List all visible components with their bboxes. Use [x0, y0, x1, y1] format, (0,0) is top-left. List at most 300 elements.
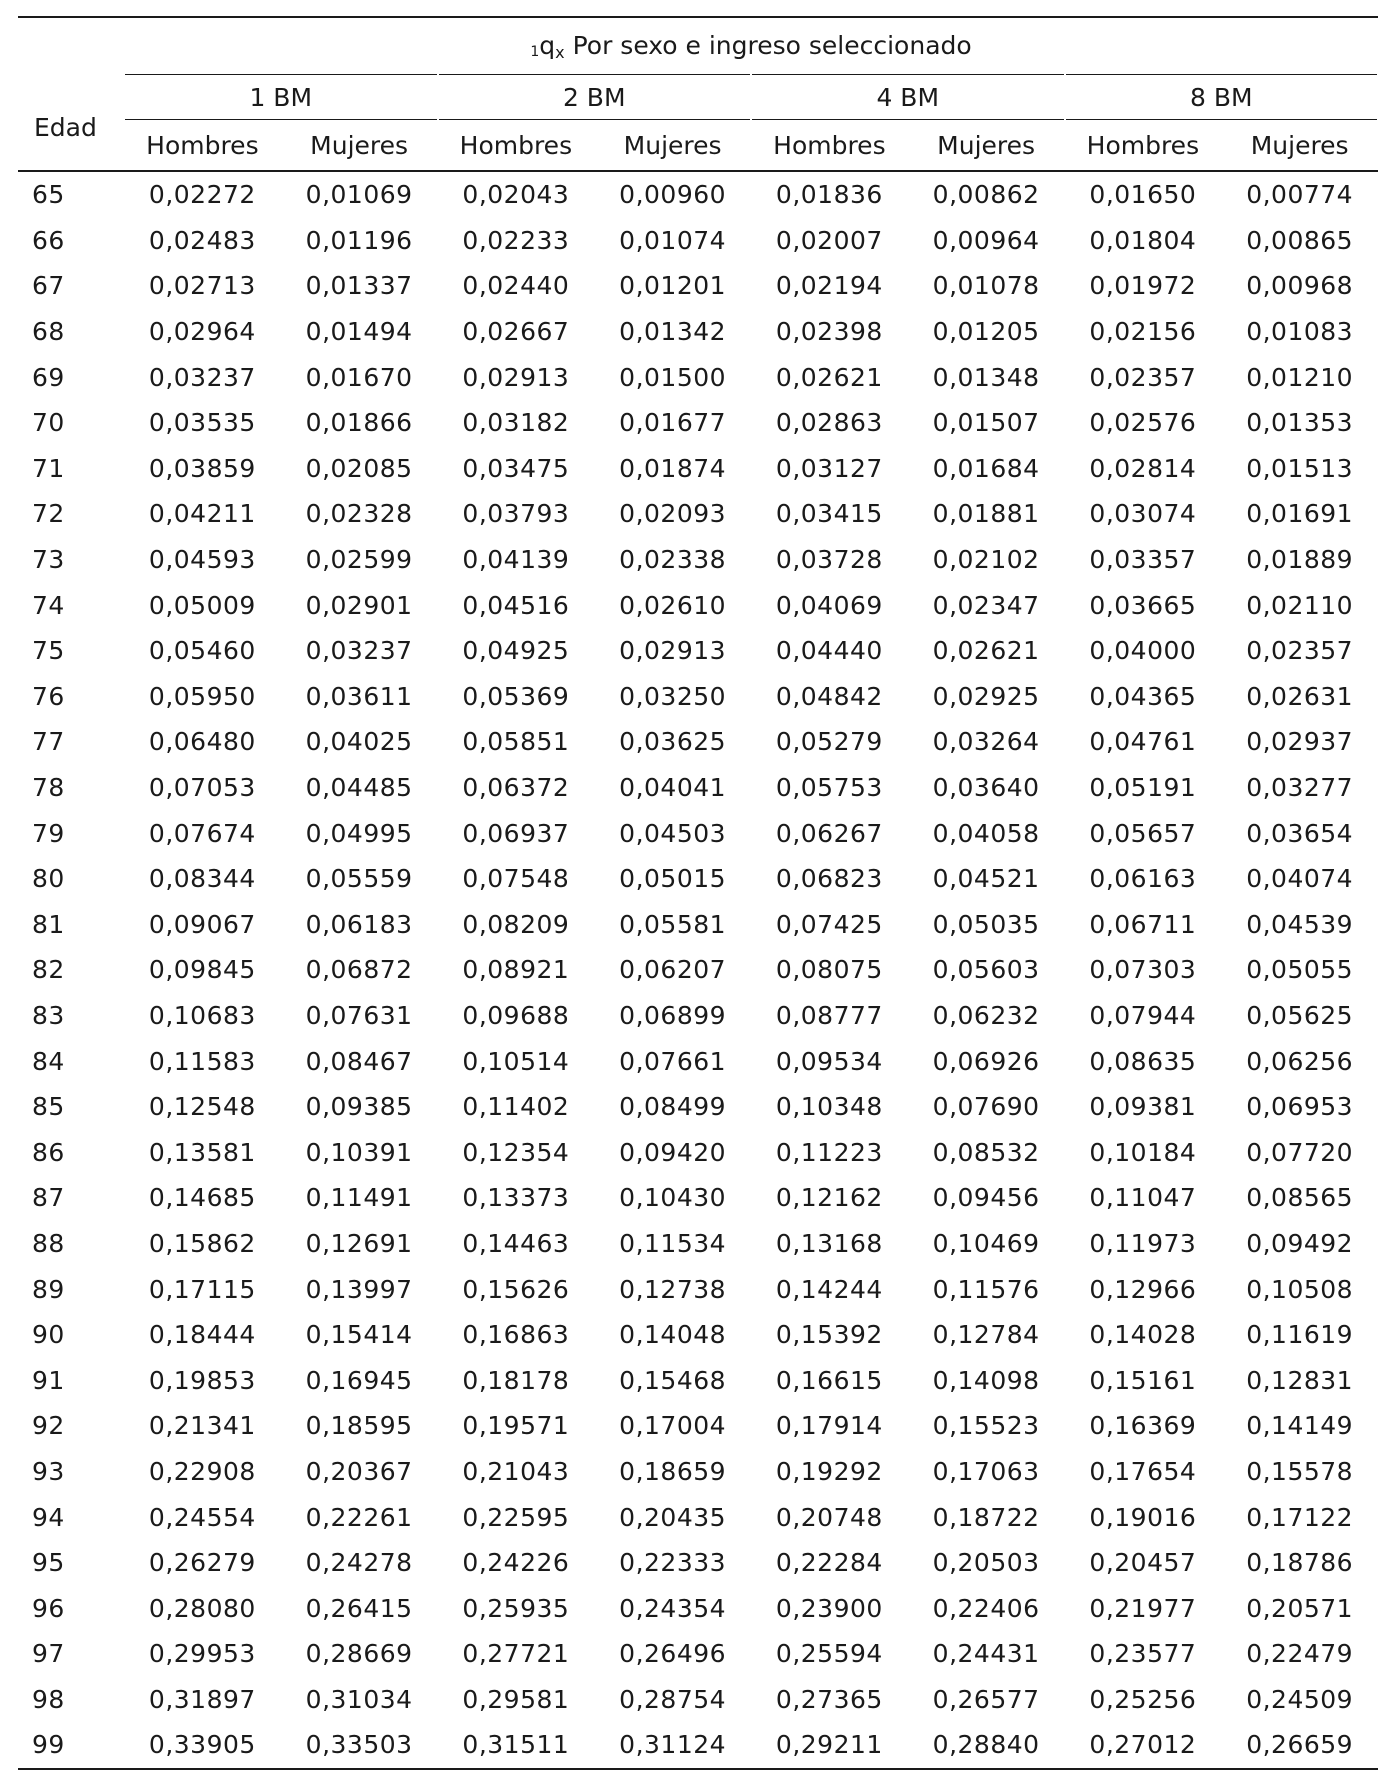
sex-header: Hombres	[124, 120, 281, 171]
qx-value-cell: 0,02937	[1246, 727, 1354, 757]
qx-value-cell: 0,06480	[148, 727, 256, 757]
group-header-1bm: 1 BM	[249, 82, 313, 112]
qx-value-cell: 0,04074	[1246, 864, 1354, 894]
title-text: Por sexo e ingreso seleccionado	[564, 30, 972, 60]
qx-value-cell: 0,01494	[305, 317, 413, 347]
table-row	[18, 1585, 1378, 1631]
qx-value-cell: 0,14463	[462, 1228, 570, 1258]
qx-value-cell: 0,02194	[775, 271, 883, 301]
qx-value-cell: 0,31034	[305, 1684, 413, 1714]
qx-value-cell: 0,03415	[775, 499, 883, 529]
age-cell: 69	[32, 362, 65, 392]
table-row	[18, 993, 1378, 1039]
table-row	[18, 765, 1378, 811]
qx-value-cell: 0,03264	[932, 727, 1040, 757]
table-row	[18, 1084, 1378, 1130]
qx-value-cell: 0,22406	[932, 1593, 1040, 1623]
qx-value-cell: 0,08499	[619, 1092, 727, 1122]
qx-value-cell: 0,29953	[148, 1639, 256, 1669]
qx-value-cell: 0,02110	[1246, 590, 1354, 620]
qx-value-cell: 0,05009	[148, 590, 256, 620]
age-cell: 77	[32, 727, 65, 757]
age-cell: 86	[32, 1137, 65, 1167]
qx-value-cell: 0,13168	[775, 1228, 883, 1258]
qx-value-cell: 0,02007	[775, 225, 883, 255]
qx-value-cell: 0,04440	[775, 636, 883, 666]
qx-value-cell: 0,04365	[1089, 681, 1197, 711]
qx-value-cell: 0,18659	[619, 1456, 727, 1486]
qx-value-cell: 0,01670	[305, 362, 413, 392]
qx-value-cell: 0,24431	[932, 1639, 1040, 1669]
qx-value-cell: 0,01210	[1246, 362, 1354, 392]
qx-value-cell: 0,31897	[148, 1684, 256, 1714]
qx-value-cell: 0,01500	[619, 362, 727, 392]
age-cell: 80	[32, 864, 65, 894]
qx-value-cell: 0,20367	[305, 1456, 413, 1486]
qx-value-cell: 0,03728	[775, 545, 883, 575]
table-row	[18, 1403, 1378, 1449]
qx-value-cell: 0,02357	[1246, 636, 1354, 666]
table-row	[18, 218, 1378, 264]
age-cell: 88	[32, 1228, 65, 1258]
qx-value-cell: 0,13581	[148, 1137, 256, 1167]
qx-value-cell: 0,00968	[1246, 271, 1354, 301]
table-row	[18, 856, 1378, 902]
qx-value-cell: 0,01337	[305, 271, 413, 301]
qx-value-cell: 0,02338	[619, 545, 727, 575]
qx-value-cell: 0,22479	[1246, 1639, 1354, 1669]
group-top-rule	[752, 74, 1064, 75]
qx-value-cell: 0,03640	[932, 773, 1040, 803]
qx-value-cell: 0,15523	[932, 1411, 1040, 1441]
qx-value-cell: 0,01507	[932, 408, 1040, 438]
qx-value-cell: 0,04041	[619, 773, 727, 803]
qx-value-cell: 0,15414	[305, 1320, 413, 1350]
qx-value-cell: 0,03665	[1089, 590, 1197, 620]
table-row	[18, 810, 1378, 856]
qx-value-cell: 0,04069	[775, 590, 883, 620]
qx-value-cell: 0,05559	[305, 864, 413, 894]
sex-header: Mujeres	[594, 120, 751, 171]
qx-value-cell: 0,17914	[775, 1411, 883, 1441]
qx-value-cell: 0,01513	[1246, 453, 1354, 483]
qx-value-cell: 0,02667	[462, 317, 570, 347]
mortality-table	[18, 16, 1378, 1770]
qx-value-cell: 0,18722	[932, 1502, 1040, 1532]
qx-value-cell: 0,02357	[1089, 362, 1197, 392]
qx-value-cell: 0,03625	[619, 727, 727, 757]
qx-value-cell: 0,16615	[775, 1365, 883, 1395]
qx-value-cell: 0,00774	[1246, 180, 1354, 210]
qx-value-cell: 0,08467	[305, 1046, 413, 1076]
table-row	[18, 1038, 1378, 1084]
age-cell: 74	[32, 590, 65, 620]
qx-value-cell: 0,00865	[1246, 225, 1354, 255]
qx-value-cell: 0,27365	[775, 1684, 883, 1714]
table-row	[18, 1449, 1378, 1495]
group-header-8bm: 8 BM	[1189, 82, 1253, 112]
table-row	[18, 1129, 1378, 1175]
qx-value-cell: 0,07631	[305, 1000, 413, 1030]
qx-value-cell: 0,05581	[619, 909, 727, 939]
qx-value-cell: 0,11619	[1246, 1320, 1354, 1350]
qx-value-cell: 0,02398	[775, 317, 883, 347]
qx-value-cell: 0,04000	[1089, 636, 1197, 666]
qx-value-cell: 0,05603	[932, 955, 1040, 985]
qx-value-cell: 0,21977	[1089, 1593, 1197, 1623]
qx-value-cell: 0,04521	[932, 864, 1040, 894]
qx-value-cell: 0,24226	[462, 1548, 570, 1578]
qx-value-cell: 0,24354	[619, 1593, 727, 1623]
qx-value-cell: 0,08075	[775, 955, 883, 985]
qx-value-cell: 0,02901	[305, 590, 413, 620]
qx-value-cell: 0,03237	[305, 636, 413, 666]
qx-value-cell: 0,15161	[1089, 1365, 1197, 1395]
qx-value-cell: 0,06163	[1089, 864, 1197, 894]
table-row	[18, 309, 1378, 355]
table-row	[18, 582, 1378, 628]
qx-value-cell: 0,10184	[1089, 1137, 1197, 1167]
qx-value-cell: 0,33905	[124, 1722, 281, 1769]
table-row	[18, 1221, 1378, 1267]
qx-value-cell: 0,15626	[462, 1274, 570, 1304]
qx-value-cell: 0,31511	[438, 1722, 595, 1769]
qx-value-cell: 0,09067	[148, 909, 256, 939]
qx-value-cell: 0,11583	[148, 1046, 256, 1076]
qx-value-cell: 0,05015	[619, 864, 727, 894]
age-cell: 76	[32, 681, 65, 711]
age-cell: 94	[32, 1502, 65, 1532]
qx-value-cell: 0,19853	[148, 1365, 256, 1395]
qx-value-cell: 0,16945	[305, 1365, 413, 1395]
qx-value-cell: 0,01069	[305, 180, 413, 210]
qx-value-cell: 0,02102	[932, 545, 1040, 575]
qx-value-cell: 0,03277	[1246, 773, 1354, 803]
age-cell: 89	[32, 1274, 65, 1304]
qx-value-cell: 0,02156	[1089, 317, 1197, 347]
qx-value-cell: 0,05753	[775, 773, 883, 803]
qx-value-cell: 0,22261	[305, 1502, 413, 1532]
qx-value-cell: 0,12691	[305, 1228, 413, 1258]
qx-value-cell: 0,29581	[462, 1684, 570, 1714]
age-cell: 98	[32, 1684, 65, 1714]
qx-value-cell: 0,31124	[594, 1722, 751, 1769]
qx-value-cell: 0,04485	[305, 773, 413, 803]
qx-value-cell: 0,08209	[462, 909, 570, 939]
qx-value-cell: 0,08635	[1089, 1046, 1197, 1076]
qx-value-cell: 0,03074	[1089, 499, 1197, 529]
qx-value-cell: 0,01201	[619, 271, 727, 301]
qx-value-cell: 0,20457	[1089, 1548, 1197, 1578]
qx-value-cell: 0,04842	[775, 681, 883, 711]
qx-value-cell: 0,05950	[148, 681, 256, 711]
qx-value-cell: 0,25594	[775, 1639, 883, 1669]
qx-value-cell: 0,17122	[1246, 1502, 1354, 1532]
qx-value-cell: 0,14048	[619, 1320, 727, 1350]
qx-value-cell: 0,01874	[619, 453, 727, 483]
qx-value-cell: 0,01650	[1089, 180, 1197, 210]
qx-value-cell: 0,14098	[932, 1365, 1040, 1395]
qx-value-cell: 0,07690	[932, 1092, 1040, 1122]
mortality-table-container	[18, 16, 1378, 1770]
qx-value-cell: 0,05625	[1246, 1000, 1354, 1030]
qx-value-cell: 0,11576	[932, 1274, 1040, 1304]
group-bottom-rule	[1066, 119, 1378, 120]
age-cell: 84	[32, 1046, 65, 1076]
qx-value-cell: 0,06872	[305, 955, 413, 985]
qx-value-cell: 0,04058	[932, 818, 1040, 848]
qx-value-cell: 0,21341	[148, 1411, 256, 1441]
table-row	[18, 171, 1378, 218]
qx-value-cell: 0,12162	[775, 1183, 883, 1213]
qx-value-cell: 0,14244	[775, 1274, 883, 1304]
qx-value-cell: 0,03654	[1246, 818, 1354, 848]
qx-value-cell: 0,04503	[619, 818, 727, 848]
qx-value-cell: 0,00964	[932, 225, 1040, 255]
qx-value-cell: 0,15468	[619, 1365, 727, 1395]
qx-value-cell: 0,05460	[148, 636, 256, 666]
qx-value-cell: 0,09381	[1089, 1092, 1197, 1122]
sex-header: Hombres	[438, 120, 595, 171]
qx-value-cell: 0,07720	[1246, 1137, 1354, 1167]
qx-value-cell: 0,12784	[932, 1320, 1040, 1350]
age-cell: 93	[32, 1456, 65, 1486]
qx-value-cell: 0,01342	[619, 317, 727, 347]
qx-value-cell: 0,04593	[148, 545, 256, 575]
sex-header: Hombres	[751, 120, 908, 171]
group-top-rule	[125, 74, 437, 75]
table-row	[18, 902, 1378, 948]
qx-value-cell: 0,26496	[619, 1639, 727, 1669]
title-subscript-1: 1	[530, 43, 540, 60]
qx-value-cell: 0,19016	[1089, 1502, 1197, 1532]
qx-value-cell: 0,01205	[932, 317, 1040, 347]
age-cell: 95	[32, 1548, 65, 1578]
qx-value-cell: 0,17063	[932, 1456, 1040, 1486]
qx-value-cell: 0,06926	[932, 1046, 1040, 1076]
qx-value-cell: 0,28840	[908, 1722, 1065, 1769]
qx-value-cell: 0,13997	[305, 1274, 413, 1304]
table-row	[18, 1312, 1378, 1358]
qx-value-cell: 0,10514	[462, 1046, 570, 1076]
qx-value-cell: 0,07674	[148, 818, 256, 848]
sex-header: Mujeres	[1221, 120, 1378, 171]
qx-value-cell: 0,17115	[148, 1274, 256, 1304]
age-cell: 92	[32, 1411, 65, 1441]
qx-value-cell: 0,18178	[462, 1365, 570, 1395]
qx-value-cell: 0,02440	[462, 271, 570, 301]
title-q-letter: q	[539, 30, 556, 60]
qx-value-cell: 0,01078	[932, 271, 1040, 301]
qx-value-cell: 0,02631	[1246, 681, 1354, 711]
qx-value-cell: 0,02483	[148, 225, 256, 255]
qx-value-cell: 0,15392	[775, 1320, 883, 1350]
table-header	[18, 17, 1378, 171]
qx-value-cell: 0,05035	[932, 909, 1040, 939]
age-cell: 87	[32, 1183, 65, 1213]
title-subscript-x: x	[555, 42, 565, 62]
qx-value-cell: 0,01074	[619, 225, 727, 255]
qx-value-cell: 0,03859	[148, 453, 256, 483]
table-row	[18, 400, 1378, 446]
qx-value-cell: 0,06937	[462, 818, 570, 848]
qx-value-cell: 0,04995	[305, 818, 413, 848]
qx-value-cell: 0,12966	[1089, 1274, 1197, 1304]
qx-value-cell: 0,25935	[462, 1593, 570, 1623]
qx-value-cell: 0,12738	[619, 1274, 727, 1304]
qx-value-cell: 0,03237	[148, 362, 256, 392]
age-cell: 68	[32, 317, 65, 347]
qx-value-cell: 0,03475	[462, 453, 570, 483]
qx-value-cell: 0,07944	[1089, 1000, 1197, 1030]
qx-value-cell: 0,23900	[775, 1593, 883, 1623]
qx-value-cell: 0,14685	[148, 1183, 256, 1213]
qx-value-cell: 0,15862	[148, 1228, 256, 1258]
qx-value-cell: 0,25256	[1089, 1684, 1197, 1714]
qx-value-cell: 0,02272	[148, 180, 256, 210]
qx-value-cell: 0,02347	[932, 590, 1040, 620]
table-row	[18, 1540, 1378, 1586]
qx-value-cell: 0,02964	[148, 317, 256, 347]
qx-value-cell: 0,21043	[462, 1456, 570, 1486]
qx-value-cell: 0,28080	[148, 1593, 256, 1623]
qx-value-cell: 0,23577	[1089, 1639, 1197, 1669]
qx-value-cell: 0,02085	[305, 453, 413, 483]
group-bottom-rule	[752, 119, 1064, 120]
table-row	[18, 719, 1378, 765]
qx-value-cell: 0,08565	[1246, 1183, 1354, 1213]
qx-value-cell: 0,05191	[1089, 773, 1197, 803]
qx-value-cell: 0,01684	[932, 453, 1040, 483]
age-cell: 90	[32, 1320, 65, 1350]
qx-value-cell: 0,01972	[1089, 271, 1197, 301]
qx-value-cell: 0,11223	[775, 1137, 883, 1167]
qx-value-cell: 0,10508	[1246, 1274, 1354, 1304]
qx-value-cell: 0,12548	[148, 1092, 256, 1122]
qx-value-cell: 0,22284	[775, 1548, 883, 1578]
qx-value-cell: 0,20503	[932, 1548, 1040, 1578]
age-cell: 75	[32, 636, 65, 666]
table-row	[18, 263, 1378, 309]
qx-value-cell: 0,06267	[775, 818, 883, 848]
qx-value-cell: 0,07661	[619, 1046, 727, 1076]
qx-value-cell: 0,02610	[619, 590, 727, 620]
qx-value-cell: 0,22333	[619, 1548, 727, 1578]
table-row	[18, 1357, 1378, 1403]
qx-value-cell: 0,01889	[1246, 545, 1354, 575]
qx-value-cell: 0,33503	[281, 1722, 438, 1769]
table-row	[18, 491, 1378, 537]
qx-value-cell: 0,11973	[1089, 1228, 1197, 1258]
table-body	[18, 171, 1378, 1769]
qx-value-cell: 0,00862	[932, 180, 1040, 210]
qx-value-cell: 0,26279	[148, 1548, 256, 1578]
table-row	[18, 1722, 1378, 1769]
qx-value-cell: 0,15578	[1246, 1456, 1354, 1486]
qx-value-cell: 0,09420	[619, 1137, 727, 1167]
qx-value-cell: 0,26659	[1221, 1722, 1378, 1769]
qx-value-cell: 0,09385	[305, 1092, 413, 1122]
qx-value-cell: 0,18595	[305, 1411, 413, 1441]
qx-value-cell: 0,09845	[148, 955, 256, 985]
qx-value-cell: 0,02814	[1089, 453, 1197, 483]
qx-value-cell: 0,14149	[1246, 1411, 1354, 1441]
qx-value-cell: 0,02713	[148, 271, 256, 301]
qx-value-cell: 0,03250	[619, 681, 727, 711]
qx-value-cell: 0,06372	[462, 773, 570, 803]
table-row	[18, 628, 1378, 674]
qx-value-cell: 0,02621	[775, 362, 883, 392]
qx-value-cell: 0,01866	[305, 408, 413, 438]
qx-value-cell: 0,02863	[775, 408, 883, 438]
table-row	[18, 1677, 1378, 1723]
qx-value-cell: 0,01677	[619, 408, 727, 438]
qx-value-cell: 0,24554	[148, 1502, 256, 1532]
qx-value-cell: 0,14028	[1089, 1320, 1197, 1350]
age-cell: 78	[32, 773, 65, 803]
qx-value-cell: 0,07425	[775, 909, 883, 939]
qx-value-cell: 0,01691	[1246, 499, 1354, 529]
qx-value-cell: 0,28669	[305, 1639, 413, 1669]
qx-value-cell: 0,28754	[619, 1684, 727, 1714]
qx-value-cell: 0,27721	[462, 1639, 570, 1669]
age-cell: 72	[32, 499, 65, 529]
sex-header: Mujeres	[281, 120, 438, 171]
table-row	[18, 446, 1378, 492]
qx-value-cell: 0,06232	[932, 1000, 1040, 1030]
qx-value-cell: 0,08344	[148, 864, 256, 894]
age-cell: 71	[32, 453, 65, 483]
age-cell: 79	[32, 818, 65, 848]
qx-value-cell: 0,01836	[775, 180, 883, 210]
qx-value-cell: 0,08921	[462, 955, 570, 985]
qx-value-cell: 0,04925	[462, 636, 570, 666]
qx-value-cell: 0,11534	[619, 1228, 727, 1258]
age-cell: 82	[32, 955, 65, 985]
qx-value-cell: 0,09456	[932, 1183, 1040, 1213]
qx-value-cell: 0,06207	[619, 955, 727, 985]
qx-value-cell: 0,07053	[148, 773, 256, 803]
qx-value-cell: 0,02233	[462, 225, 570, 255]
qx-value-cell: 0,04761	[1089, 727, 1197, 757]
age-cell: 96	[32, 1593, 65, 1623]
age-cell: 83	[32, 1000, 65, 1030]
group-bottom-rule	[439, 119, 751, 120]
age-cell: 85	[32, 1092, 65, 1122]
group-top-rule	[1066, 74, 1378, 75]
qx-value-cell: 0,10348	[775, 1092, 883, 1122]
table-row	[18, 1494, 1378, 1540]
group-bottom-rule	[125, 119, 437, 120]
qx-value-cell: 0,10683	[148, 1000, 256, 1030]
qx-value-cell: 0,07303	[1089, 955, 1197, 985]
qx-value-cell: 0,03182	[462, 408, 570, 438]
table-row	[18, 1631, 1378, 1677]
qx-value-cell: 0,09688	[462, 1000, 570, 1030]
qx-value-cell: 0,05279	[775, 727, 883, 757]
qx-value-cell: 0,06953	[1246, 1092, 1354, 1122]
qx-value-cell: 0,19571	[462, 1411, 570, 1441]
qx-value-cell: 0,02913	[462, 362, 570, 392]
qx-value-cell: 0,29211	[751, 1722, 908, 1769]
qx-value-cell: 0,03535	[148, 408, 256, 438]
qx-value-cell: 0,05369	[462, 681, 570, 711]
qx-value-cell: 0,18786	[1246, 1548, 1354, 1578]
qx-value-cell: 0,17004	[619, 1411, 727, 1441]
age-cell: 65	[32, 180, 65, 210]
qx-value-cell: 0,17654	[1089, 1456, 1197, 1486]
qx-value-cell: 0,04025	[305, 727, 413, 757]
